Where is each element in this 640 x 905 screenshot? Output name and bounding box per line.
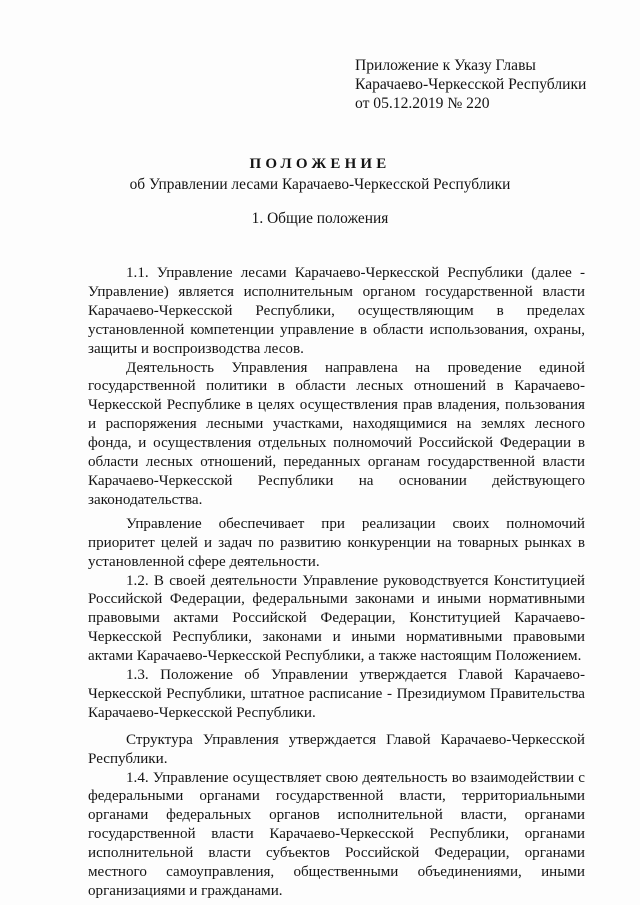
paragraph-1-4: 1.4. Управление осуществляет свою деятельность во взаимодействии с федеральными органами государственной власти, территориальными органами федеральных органов исполнительной власти, органами государственной власти Карачаево-Черкесской Республики, органами исполнительной власти субъектов Российской Федерации, органами местного самоуправления, общественными объединениями, иными организациями и гражданами. [88, 769, 585, 899]
paragraph-1-2: 1.2. В своей деятельности Управление руководствуется Конституцией Российской Федерации, федеральными законами и иными нормативными правовыми актами Российской Федерации, Конституцией Карачаево-Черкесской Республики, законами и иными нормативными правовыми актами Карачаево-Черкесской Республики, а также настоящим Положением. [88, 572, 585, 665]
paragraph-structure: Структура Управления утверждается Главой Карачаево-Черкесской Республики. [88, 731, 585, 767]
paragraph-1-3: 1.3. Положение об Управлении утверждается Главой Карачаево-Черкесской Республики, штатное расписание - Президиумом Правительства Карачаево-Черкесской Республики. [88, 667, 585, 721]
document-body [88, 264, 585, 901]
appendix-line-1: Приложение к Указу Главы [355, 57, 536, 74]
paragraph-competition: Управление обеспечивает при реализации своих полномочий приоритет целей и задач по развитию конкуренции на товарных рынках в установленной сфере деятельности. [88, 515, 585, 570]
appendix-line-3: от 05.12.2019 № 220 [355, 95, 490, 112]
paragraph-activity: Деятельность Управления направлена на проведение единой государственной политики в области лесных отношений в Карачаево-Черкесской Республике в целях осуществления прав владения, пользования и распоряжения лесными участками, находящимися на землях лесного фонда, и осуществления отдельных полномочий Российской Федерации в области лесных отношений, переданных органам государственной власти Карачаево-Черкесской Республики на основании действующего законодательства. [88, 359, 585, 508]
paragraph-1-1: 1.1. Управление лесами Карачаево-Черкесской Республики (далее - Управление) является исполнительным органом государственной власти Карачаево-Черкесской Республики, осуществляющим в пределах установленной компетенции управление в области использования, охраны, защиты и воспроизводства лесов. [88, 265, 585, 357]
document-title: ПОЛОЖЕНИЕ [249, 156, 391, 172]
appendix-block [355, 56, 586, 113]
appendix-line-2: Карачаево-Черкесской Республики [355, 76, 587, 93]
document-subtitle: об Управлении лесами Карачаево-Черкесской Республики [129, 176, 511, 193]
section-heading: 1. Общие положения [251, 210, 389, 227]
